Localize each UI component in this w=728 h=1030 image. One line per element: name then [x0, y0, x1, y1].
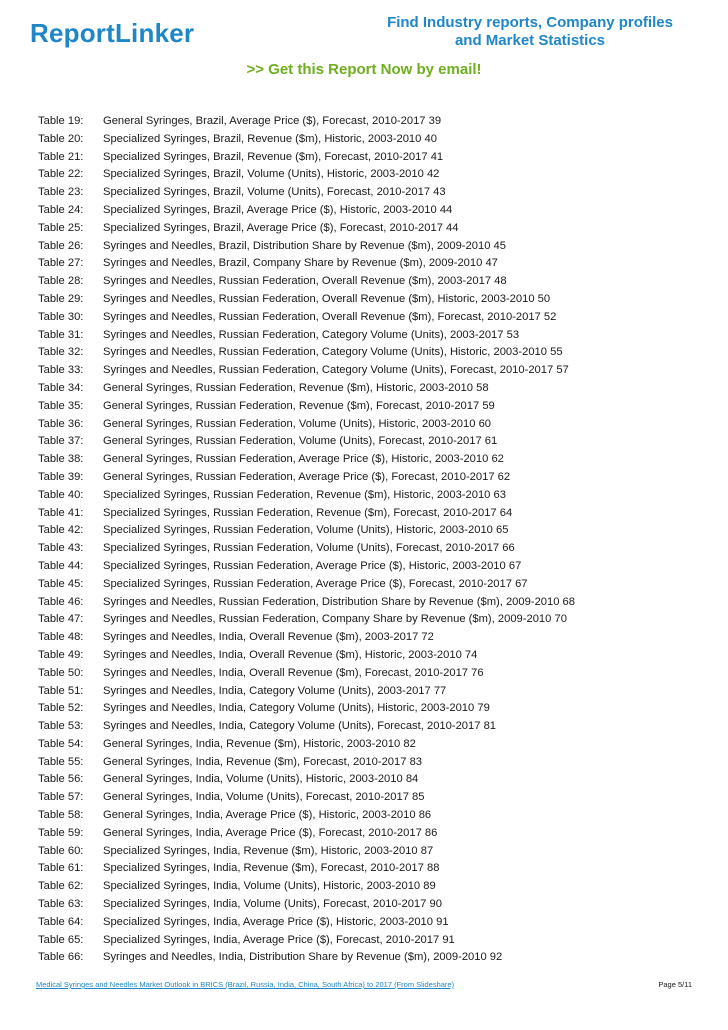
list-item — [38, 647, 698, 665]
table-number: Table 29: — [38, 292, 84, 305]
table-number: Table 44: — [38, 559, 84, 572]
table-number: Table 47: — [38, 613, 84, 626]
table-number: Table 39: — [38, 470, 84, 483]
table-number: Table 52: — [38, 702, 84, 715]
table-title: Specialized Syringes, Brazil, Revenue ($m), Historic, 2003-2010 40 — [103, 132, 437, 145]
table-number: Table 55: — [38, 755, 84, 768]
table-number: Table 43: — [38, 542, 84, 555]
list-item — [38, 914, 698, 932]
table-title: Syringes and Needles, India, Category Volume (Units), 2003-2017 77 — [103, 684, 447, 697]
list-item — [38, 522, 698, 540]
list-item — [38, 807, 698, 825]
table-title: General Syringes, Russian Federation, Volume (Units), Historic, 2003-2010 60 — [103, 417, 492, 430]
table-title: Syringes and Needles, Russian Federation, Overall Revenue ($m), Historic, 2003-2010 50 — [103, 292, 551, 305]
table-title: General Syringes, India, Average Price ($), Historic, 2003-2010 86 — [103, 809, 432, 822]
table-title: Syringes and Needles, Brazil, Distribution Share by Revenue ($m), 2009-2010 45 — [103, 239, 506, 252]
source-link[interactable]: Medical Syringes and Needles Market Outlook in BRICS (Brazil, Russia, India, China, South Africa) to 2017 (From Slideshare) — [36, 980, 455, 989]
list-item — [38, 576, 698, 594]
list-item — [38, 683, 698, 701]
table-title: General Syringes, Russian Federation, Revenue ($m), Historic, 2003-2010 58 — [103, 381, 489, 394]
table-title: Specialized Syringes, India, Revenue ($m), Forecast, 2010-2017 88 — [103, 862, 440, 875]
list-item — [38, 843, 698, 861]
table-title: Syringes and Needles, Russian Federation, Category Volume (Units), 2003-2017 53 — [103, 328, 520, 341]
table-title: General Syringes, Russian Federation, Revenue ($m), Forecast, 2010-2017 59 — [103, 399, 495, 412]
list-item — [38, 949, 698, 967]
table-title: Specialized Syringes, India, Volume (Units), Historic, 2003-2010 89 — [103, 880, 436, 893]
list-item — [38, 291, 698, 309]
table-number: Table 66: — [38, 951, 84, 964]
footer — [36, 980, 692, 989]
table-title: Specialized Syringes, Brazil, Average Price ($), Historic, 2003-2010 44 — [103, 203, 453, 216]
list-item — [38, 700, 698, 718]
table-title: Syringes and Needles, Russian Federation, Category Volume (Units), Forecast, 2010-2017 57 — [103, 364, 569, 377]
list-item — [38, 344, 698, 362]
list-item — [38, 540, 698, 558]
table-number: Table 41: — [38, 506, 84, 519]
table-title: Syringes and Needles, Brazil, Company Share by Revenue ($m), 2009-2010 47 — [103, 257, 498, 270]
table-title: General Syringes, Russian Federation, Volume (Units), Forecast, 2010-2017 61 — [103, 435, 498, 448]
table-title: General Syringes, Brazil, Average Price ($), Forecast, 2010-2017 39 — [103, 115, 442, 127]
table-number: Table 21: — [38, 150, 84, 163]
list-item — [38, 718, 698, 736]
table-number: Table 51: — [38, 684, 84, 697]
table-number: Table 62: — [38, 880, 84, 893]
table-number: Table 63: — [38, 898, 84, 911]
list-item — [38, 238, 698, 256]
table-title: Specialized Syringes, Russian Federation, Average Price ($), Historic, 2003-2010 67 — [103, 559, 522, 572]
table-title: Syringes and Needles, Russian Federation, Overall Revenue ($m), Forecast, 2010-2017 52 — [103, 310, 557, 323]
get-report-link[interactable]: >> Get this Report Now by email! — [246, 61, 482, 78]
list-item — [38, 825, 698, 843]
list-item — [38, 166, 698, 184]
table-title: Specialized Syringes, Russian Federation, Average Price ($), Forecast, 2010-2017 67 — [103, 577, 528, 590]
table-number: Table 31: — [38, 328, 84, 341]
table-title: Specialized Syringes, Russian Federation, Revenue ($m), Forecast, 2010-2017 64 — [103, 506, 513, 519]
table-number: Table 49: — [38, 648, 84, 661]
table-number: Table 30: — [38, 310, 84, 323]
table-title: Syringes and Needles, India, Category Volume (Units), Forecast, 2010-2017 81 — [103, 720, 497, 733]
table-title: Specialized Syringes, India, Average Price ($), Historic, 2003-2010 91 — [103, 915, 449, 928]
list-item — [38, 184, 698, 202]
table-number: Table 23: — [38, 186, 84, 199]
table-title: Specialized Syringes, Russian Federation, Volume (Units), Forecast, 2010-2017 66 — [103, 542, 515, 555]
table-title: Specialized Syringes, Brazil, Revenue ($m), Forecast, 2010-2017 41 — [103, 150, 444, 163]
list-item — [38, 220, 698, 238]
table-number: Table 32: — [38, 346, 84, 359]
table-title: Syringes and Needles, Russian Federation, Category Volume (Units), Historic, 2003-2010 55 — [103, 346, 563, 359]
list-item — [38, 932, 698, 950]
table-number: Table 64: — [38, 915, 84, 928]
list-item — [38, 362, 698, 380]
table-title: Syringes and Needles, India, Overall Revenue ($m), Historic, 2003-2010 74 — [103, 648, 478, 661]
table-number: Table 35: — [38, 399, 84, 412]
list-item — [38, 149, 698, 167]
list-item — [38, 736, 698, 754]
table-title: General Syringes, Russian Federation, Average Price ($), Historic, 2003-2010 62 — [103, 453, 504, 466]
table-number: Table 20: — [38, 132, 84, 145]
table-number: Table 59: — [38, 826, 84, 839]
list-item — [38, 202, 698, 220]
table-title: Specialized Syringes, Russian Federation, Volume (Units), Historic, 2003-2010 65 — [103, 524, 509, 537]
table-title: Syringes and Needles, Russian Federation, Overall Revenue ($m), 2003-2017 48 — [103, 275, 507, 288]
table-number: Table 53: — [38, 720, 84, 733]
list-item — [38, 860, 698, 878]
tagline: Find Industry reports, Company profiles and Market Statistics — [387, 14, 673, 49]
table-title: Specialized Syringes, India, Average Price ($), Forecast, 2010-2017 91 — [103, 933, 455, 946]
table-number: Table 65: — [38, 933, 84, 946]
list-item — [38, 255, 698, 273]
table-title: Syringes and Needles, India, Category Volume (Units), Historic, 2003-2010 79 — [103, 702, 490, 715]
list-item — [38, 505, 698, 523]
list-item — [38, 789, 698, 807]
table-title: Syringes and Needles, Russian Federation, Distribution Share by Revenue ($m), 2009-2010 68 — [103, 595, 576, 608]
list-item — [38, 451, 698, 469]
table-title: General Syringes, India, Revenue ($m), Forecast, 2010-2017 83 — [103, 755, 423, 768]
table-number: Table 40: — [38, 488, 84, 501]
list-item — [38, 594, 698, 612]
table-title: Syringes and Needles, Russian Federation, Company Share by Revenue ($m), 2009-2010 70 — [103, 613, 567, 626]
table-title: Specialized Syringes, Brazil, Volume (Units), Historic, 2003-2010 42 — [103, 168, 440, 181]
list-item — [38, 309, 698, 327]
table-number: Table 45: — [38, 577, 84, 590]
table-title: Specialized Syringes, Russian Federation, Revenue ($m), Historic, 2003-2010 63 — [103, 488, 506, 501]
list-item — [38, 113, 698, 131]
table-number: Table 34: — [38, 381, 84, 394]
table-title: General Syringes, India, Volume (Units), Forecast, 2010-2017 85 — [103, 791, 425, 804]
table-title: General Syringes, India, Revenue ($m), Historic, 2003-2010 82 — [103, 737, 416, 750]
table-title: Specialized Syringes, Brazil, Volume (Units), Forecast, 2010-2017 43 — [103, 186, 446, 199]
list-item — [38, 878, 698, 896]
list-item — [38, 771, 698, 789]
table-number: Table 50: — [38, 666, 84, 679]
list-item — [38, 665, 698, 683]
table-number: Table 46: — [38, 595, 84, 608]
table-title: Syringes and Needles, India, Distribution Share by Revenue ($m), 2009-2010 92 — [103, 951, 503, 964]
table-number: Table 27: — [38, 257, 84, 270]
table-number: Table 37: — [38, 435, 84, 448]
table-title: Syringes and Needles, India, Overall Revenue ($m), Forecast, 2010-2017 76 — [103, 666, 484, 679]
list-item — [38, 131, 698, 149]
table-number: Table 56: — [38, 773, 84, 786]
table-number: Table 38: — [38, 453, 84, 466]
table-number: Table 25: — [38, 221, 84, 234]
table-number: Table 26: — [38, 239, 84, 252]
table-number: Table 22: — [38, 168, 84, 181]
list-item — [38, 433, 698, 451]
list-item — [38, 558, 698, 576]
list-item — [38, 327, 698, 345]
table-number: Table 36: — [38, 417, 84, 430]
table-number: Table 58: — [38, 809, 84, 822]
table-title: General Syringes, Russian Federation, Average Price ($), Forecast, 2010-2017 62 — [103, 470, 511, 483]
list-item — [38, 469, 698, 487]
table-number: Table 61: — [38, 862, 84, 875]
table-number: Table 48: — [38, 631, 84, 644]
list-item — [38, 487, 698, 505]
table-number: Table 28: — [38, 275, 84, 288]
table-title: Specialized Syringes, Brazil, Average Price ($), Forecast, 2010-2017 44 — [103, 221, 459, 234]
table-number: Table 54: — [38, 737, 84, 750]
table-number: Table 24: — [38, 203, 84, 216]
table-number: Table 33: — [38, 364, 84, 377]
table-title: Specialized Syringes, India, Volume (Units), Forecast, 2010-2017 90 — [103, 898, 442, 911]
table-number: Table 42: — [38, 524, 84, 537]
page-number: Page 5/11 — [658, 980, 692, 989]
list-item — [38, 380, 698, 398]
table-title: Syringes and Needles, India, Overall Revenue ($m), 2003-2017 72 — [103, 631, 434, 644]
table-title: General Syringes, India, Average Price ($), Forecast, 2010-2017 86 — [103, 826, 438, 839]
list-item — [38, 273, 698, 291]
list-item — [38, 398, 698, 416]
table-number: Table 57: — [38, 791, 84, 804]
table-title: Specialized Syringes, India, Revenue ($m), Historic, 2003-2010 87 — [103, 844, 434, 857]
list-item — [38, 611, 698, 629]
table-number: Table 60: — [38, 844, 84, 857]
logo[interactable]: ReportLinker — [30, 18, 195, 48]
list-item — [38, 754, 698, 772]
list-item — [38, 896, 698, 914]
list-item — [38, 629, 698, 647]
table-number: Table 19: — [38, 115, 84, 127]
table-list — [38, 113, 698, 967]
list-item — [38, 416, 698, 434]
table-title: General Syringes, India, Volume (Units), Historic, 2003-2010 84 — [103, 773, 419, 786]
